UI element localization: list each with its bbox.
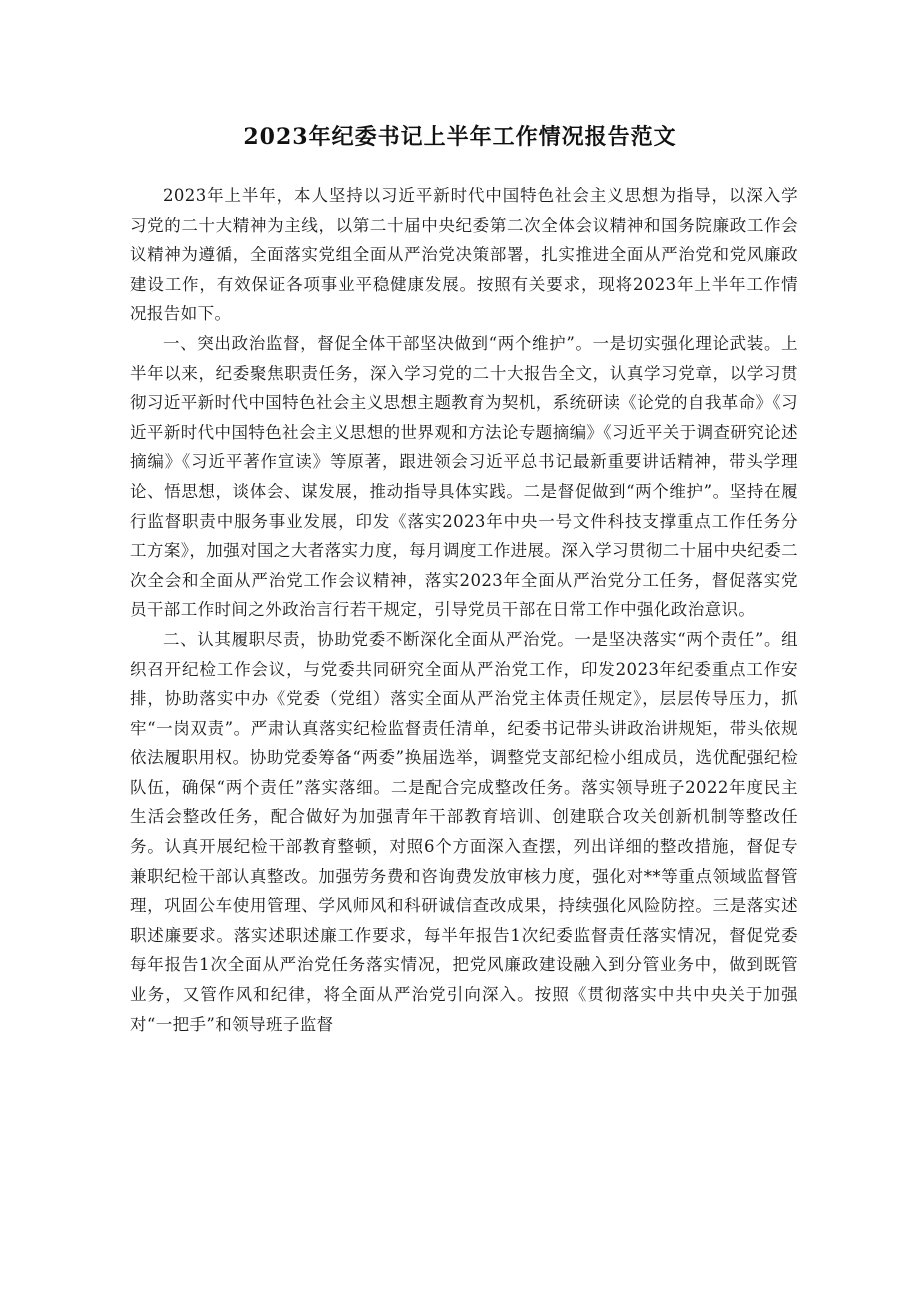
paragraph-intro: 2023年上半年，本人坚持以习近平新时代中国特色社会主义思想为指导，以深入学习党的二十大精神为主线，以第二十届中央纪委第二次全体会议精神和国务院廉政工作会议精神为遵循，全面落实党组全面从严治党决策部署，扎实推进全面从严治党和党风廉政建设工作，有效保证各项事业平稳健康发展。按照有关要求，现将2023年上半年工作情况报告如下。	[130, 186, 798, 324]
paragraph-section-two: 二、认其履职尽责，协助党委不断深化全面从严治党。一是坚决落实“两个责任”。组织召开纪检工作会议，与党委共同研究全面从严治党工作，印发2023年纪委重点工作安排，协助落实中办《党委（党组）落实全面从严治党主体责任规定》，层层传导压力，抓牢“一岗双责”。严肃认真落实纪检监督责任清单，纪委书记带头讲政治讲规矩，带头依规依法履职用权。协助党委筹备“两委”换届选举，调整党支部纪检小组成员，选优配强纪检队伍，确保“两个责任”落实落细。二是配合完成整改任务。落实领导班子2022年度民主生活会整改任务，配合做好为加强青年干部教育培训、创建联合攻关创新机制等整改任务。认真开展纪检干部教育整顿，对照6个方面深入查摆，列出详细的整改措施，督促专兼职纪检干部认真整改。加强劳务费和咨询费发放审核力度，强化对**等重点领域监督管理，巩固公车使用管理、学风师风和科研诚信查改成果，持续强化风险防控。三是落实述职述廉要求。落实述职述廉工作要求，每半年报告1次纪委监督责任落实情况，督促党委每年报告1次全面从严治党任务落实情况，把党风廉政建设融入到分管业务中，做到既管业务，又管作风和纪律，将全面从严治党引向深入。按照《贯彻落实中共中央关于加强对“一把手”和领导班子监督	[130, 629, 798, 1034]
paragraph-section-one: 一、突出政治监督，督促全体干部坚决做到“两个维护”。一是切实强化理论武装。上半年以来，纪委聚焦职责任务，深入学习党的二十大报告全文，认真学习党章，以学习贯彻习近平新时代中国特色社会主义思想主题教育为契机，系统研读《论党的自我革命》《习近平新时代中国特色社会主义思想的世界观和方法论专题摘编》《习近平关于调查研究论述摘编》《习近平著作宣读》等原著，跟进领会习近平总书记最新重要讲话精神，带头学理论、悟思想，谈体会、谋发展，推动指导具体实践。二是督促做到“两个维护”。坚持在履行监督职责中服务事业发展，印发《落实2023年中央一号文件科技支撑重点工作任务分工方案》，加强对国之大者落实力度，每月调度工作进展。深入学习贯彻二十届中央纪委二次全会和全面从严治党工作会议精神，落实2023年全面从严治党分工任务，督促落实党员干部工作时间之外政治言行若干规定，引导党员干部在日常工作中强化政治意识。	[130, 333, 798, 620]
document-title: 2023年纪委书记上半年工作情况报告范文	[243, 124, 677, 150]
document-body	[130, 181, 798, 1039]
